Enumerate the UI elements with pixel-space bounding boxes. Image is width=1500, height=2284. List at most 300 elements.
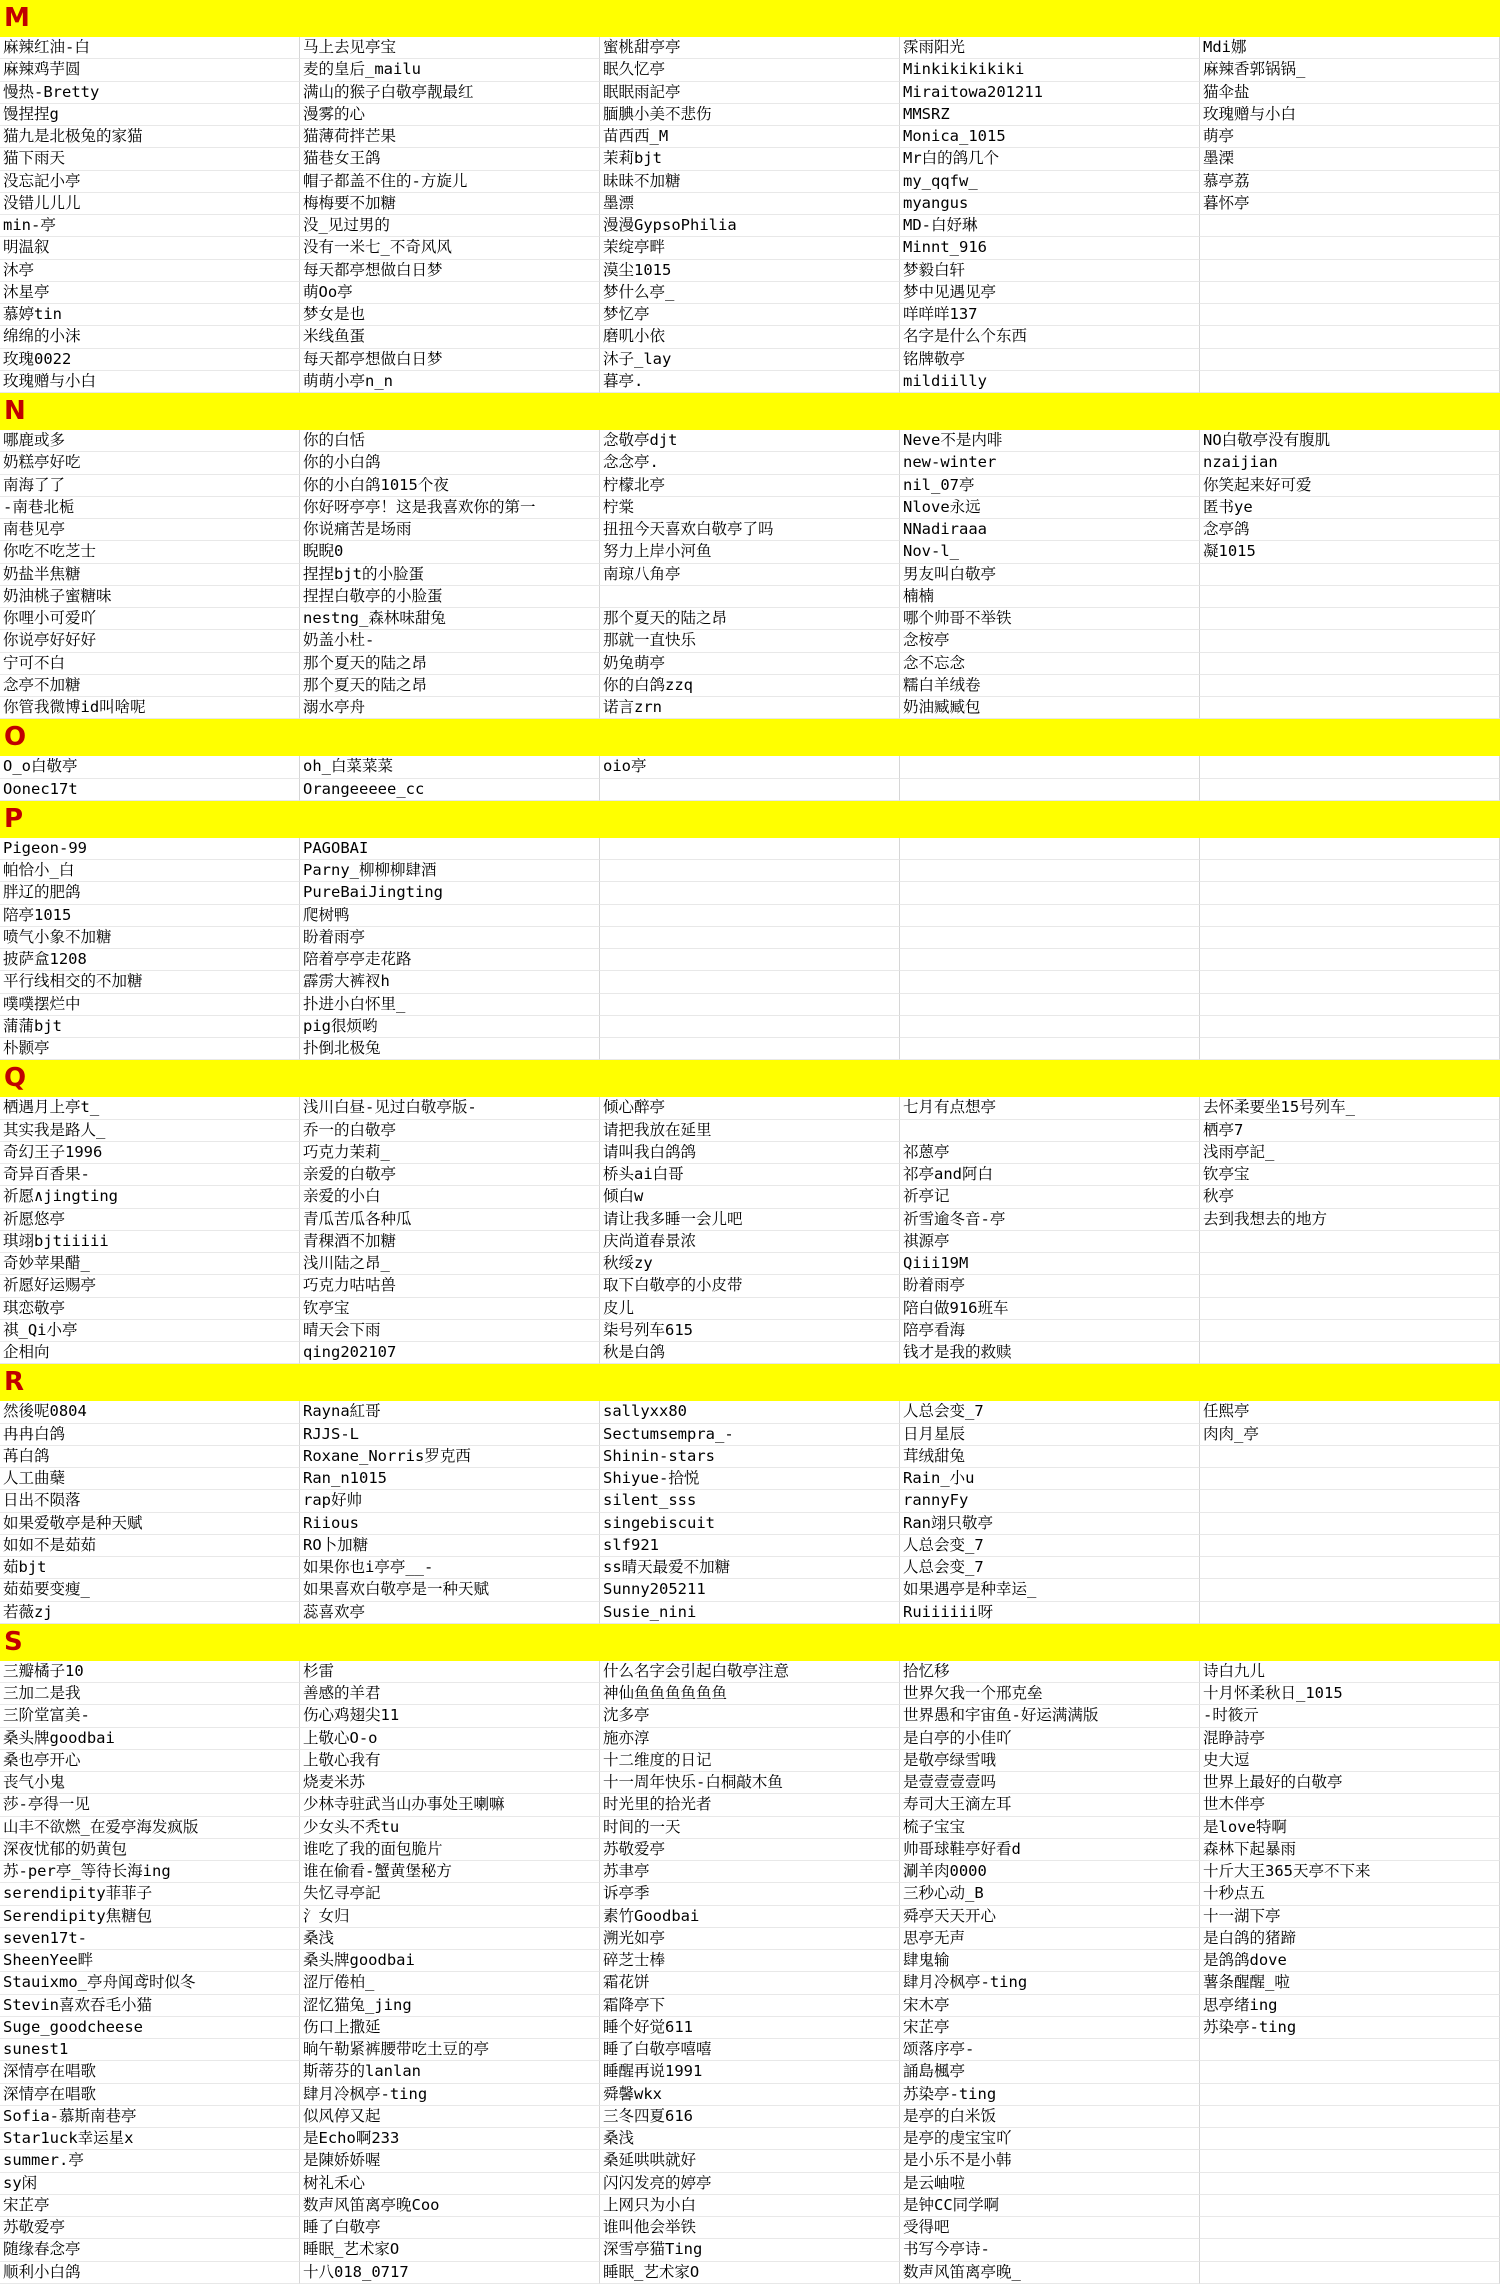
table-cell[interactable]: Parny_柳柳柳肆酒 xyxy=(300,860,600,882)
table-cell[interactable]: 三阶堂富美- xyxy=(0,1705,300,1727)
table-cell[interactable] xyxy=(1200,349,1500,371)
table-cell[interactable]: 祺_Qi小亭 xyxy=(0,1320,300,1342)
table-cell[interactable]: 亲爱的白敬亭 xyxy=(300,1164,600,1186)
table-cell[interactable]: sunest1 xyxy=(0,2039,300,2061)
table-cell[interactable]: sy闲 xyxy=(0,2173,300,2195)
table-cell[interactable] xyxy=(1200,1513,1500,1535)
table-cell[interactable]: 茹bjt xyxy=(0,1557,300,1579)
table-cell[interactable]: 祈愿∧jingting xyxy=(0,1186,300,1208)
table-cell[interactable]: 你的小白鸽 xyxy=(300,452,600,474)
table-cell[interactable]: 每天都亭想做白日梦 xyxy=(300,349,600,371)
table-cell[interactable] xyxy=(1200,2262,1500,2284)
table-cell[interactable] xyxy=(1200,1231,1500,1253)
table-cell[interactable]: 桑浅 xyxy=(300,1928,600,1950)
table-cell[interactable]: 深情亭在唱歌 xyxy=(0,2061,300,2083)
table-cell[interactable]: 肆月冷枫亭-ting xyxy=(900,1972,1200,1994)
table-cell[interactable]: 帽子都盖不住的-方旋儿 xyxy=(300,171,600,193)
table-cell[interactable]: 念亭不加糖 xyxy=(0,675,300,697)
table-cell[interactable]: 那个夏天的陆之昂 xyxy=(300,675,600,697)
table-cell[interactable] xyxy=(1200,2061,1500,2083)
table-cell[interactable]: oh_白菜菜菜 xyxy=(300,756,600,778)
table-cell[interactable]: 茹茹要变瘦_ xyxy=(0,1579,300,1601)
table-cell[interactable]: 没忘記小亭 xyxy=(0,171,300,193)
table-cell[interactable]: 萌亭 xyxy=(1200,126,1500,148)
table-cell[interactable]: Pigeon-99 xyxy=(0,838,300,860)
table-cell[interactable] xyxy=(1200,2195,1500,2217)
table-cell[interactable]: Susie_nini xyxy=(600,1602,900,1624)
table-cell[interactable]: 墨漂 xyxy=(600,193,900,215)
table-cell[interactable]: 书写今亭诗- xyxy=(900,2239,1200,2261)
table-cell[interactable] xyxy=(1200,608,1500,630)
table-cell[interactable]: Miraitowa201211 xyxy=(900,82,1200,104)
table-cell[interactable]: 那就一直快乐 xyxy=(600,630,900,652)
table-cell[interactable] xyxy=(1200,2150,1500,2172)
table-cell[interactable]: 涩忆猫兔_jing xyxy=(300,1995,600,2017)
table-cell[interactable]: 晴天会下雨 xyxy=(300,1320,600,1342)
table-cell[interactable]: RO卜加糖 xyxy=(300,1535,600,1557)
table-cell[interactable]: 莎-亭得一见 xyxy=(0,1794,300,1816)
table-cell[interactable]: 梦女是也 xyxy=(300,304,600,326)
table-cell[interactable] xyxy=(1200,2128,1500,2150)
table-cell[interactable] xyxy=(1200,1275,1500,1297)
table-cell[interactable] xyxy=(1200,1557,1500,1579)
table-cell[interactable]: singebiscuit xyxy=(600,1513,900,1535)
table-cell[interactable] xyxy=(900,756,1200,778)
table-cell[interactable] xyxy=(1200,653,1500,675)
table-cell[interactable]: 茸绒甜兔 xyxy=(900,1446,1200,1468)
table-cell[interactable]: 栖亭7 xyxy=(1200,1120,1500,1142)
table-cell[interactable]: 麻辣香郭锅锅_ xyxy=(1200,59,1500,81)
table-cell[interactable]: 陪着亭亭走花路 xyxy=(300,949,600,971)
table-cell[interactable]: 伤心鸡翅尖11 xyxy=(300,1705,600,1727)
table-cell[interactable]: 诺言zrn xyxy=(600,697,900,719)
table-cell[interactable]: 寿司大王滴左耳 xyxy=(900,1794,1200,1816)
table-cell[interactable]: 是钟CC同学啊 xyxy=(900,2195,1200,2217)
table-cell[interactable]: Rayna紅哥 xyxy=(300,1401,600,1423)
table-cell[interactable]: 南海了了 xyxy=(0,475,300,497)
table-cell[interactable]: 宁可不白 xyxy=(0,653,300,675)
table-cell[interactable]: rannyFy xyxy=(900,1490,1200,1512)
table-cell[interactable]: 萌萌小亭n_n xyxy=(300,371,600,393)
table-cell[interactable]: 盼着雨亭 xyxy=(300,927,600,949)
table-cell[interactable]: 数声风笛离亭晚_ xyxy=(900,2262,1200,2284)
table-cell[interactable]: 日出不陨落 xyxy=(0,1490,300,1512)
table-cell[interactable]: 誦島楓亭 xyxy=(900,2061,1200,2083)
table-cell[interactable]: 没错儿儿儿 xyxy=(0,193,300,215)
table-cell[interactable] xyxy=(1200,215,1500,237)
table-cell[interactable] xyxy=(1200,630,1500,652)
table-cell[interactable]: 诗白九儿 xyxy=(1200,1661,1500,1683)
table-cell[interactable]: MD-白妤琳 xyxy=(900,215,1200,237)
table-cell[interactable] xyxy=(600,994,900,1016)
table-cell[interactable] xyxy=(1200,326,1500,348)
table-cell[interactable]: 树礼禾心 xyxy=(300,2173,600,2195)
table-cell[interactable]: 蒲蒲bjt xyxy=(0,1016,300,1038)
table-cell[interactable]: -时筱亓 xyxy=(1200,1705,1500,1727)
table-cell[interactable]: 你说亭好好好 xyxy=(0,630,300,652)
table-cell[interactable]: 米线鱼蛋 xyxy=(300,326,600,348)
table-cell[interactable]: RJJS-L xyxy=(300,1424,600,1446)
table-cell[interactable]: 蕊喜欢亭 xyxy=(300,1602,600,1624)
table-cell[interactable]: 人总会变_7 xyxy=(900,1535,1200,1557)
table-cell[interactable]: Sectumsempra_- xyxy=(600,1424,900,1446)
table-cell[interactable]: 桑也亭开心 xyxy=(0,1750,300,1772)
table-cell[interactable]: 昧昧不加糖 xyxy=(600,171,900,193)
table-cell[interactable]: 是云岫啦 xyxy=(900,2173,1200,2195)
table-cell[interactable]: 是Echo啊233 xyxy=(300,2128,600,2150)
table-cell[interactable]: 苗西西_M xyxy=(600,126,900,148)
table-cell[interactable]: 梦什么亭_ xyxy=(600,282,900,304)
table-cell[interactable]: 你吃不吃芝士 xyxy=(0,541,300,563)
table-cell[interactable] xyxy=(1200,1579,1500,1601)
table-cell[interactable]: 是陳娇娇喔 xyxy=(300,2150,600,2172)
table-cell[interactable]: 三秒心动_B xyxy=(900,1883,1200,1905)
table-cell[interactable] xyxy=(900,1038,1200,1060)
table-cell[interactable] xyxy=(900,971,1200,993)
table-cell[interactable] xyxy=(1200,1468,1500,1490)
table-cell[interactable]: 桥头ai白哥 xyxy=(600,1164,900,1186)
table-cell[interactable]: 青稞酒不加糖 xyxy=(300,1231,600,1253)
table-cell[interactable]: 杉雷 xyxy=(300,1661,600,1683)
table-cell[interactable]: 上敬心我有 xyxy=(300,1750,600,1772)
table-cell[interactable]: 玫瑰赠与小白 xyxy=(0,371,300,393)
table-cell[interactable]: 祈愿悠亭 xyxy=(0,1209,300,1231)
table-cell[interactable]: 山丰不欲燃_在爱亭海发疯版 xyxy=(0,1817,300,1839)
table-cell[interactable]: 受得吧 xyxy=(900,2217,1200,2239)
table-cell[interactable]: 祈亭记 xyxy=(900,1186,1200,1208)
table-cell[interactable]: 拾忆移 xyxy=(900,1661,1200,1683)
table-cell[interactable]: PAGOBAI xyxy=(300,838,600,860)
table-cell[interactable]: 努力上岸小河鱼 xyxy=(600,541,900,563)
table-cell[interactable]: 沐子_lay xyxy=(600,349,900,371)
table-cell[interactable]: 肆月冷枫亭-ting xyxy=(300,2084,600,2106)
table-cell[interactable]: Rain_小u xyxy=(900,1468,1200,1490)
table-cell[interactable]: 帕恰小_白 xyxy=(0,860,300,882)
table-cell[interactable]: 肉肉_亭 xyxy=(1200,1424,1500,1446)
table-cell[interactable]: Stauixmo_亭舟闻鸢时似冬 xyxy=(0,1972,300,1994)
table-cell[interactable]: 上网只为小白 xyxy=(600,2195,900,2217)
table-cell[interactable]: 每天都亭想做白日梦 xyxy=(300,260,600,282)
table-cell[interactable]: 爬树鸭 xyxy=(300,905,600,927)
table-cell[interactable]: 睡醒再说1991 xyxy=(600,2061,900,2083)
table-cell[interactable] xyxy=(1200,756,1500,778)
table-cell[interactable]: 宋芷亭 xyxy=(900,2017,1200,2039)
table-cell[interactable]: Monica_1015 xyxy=(900,126,1200,148)
table-cell[interactable]: 慕婷tin xyxy=(0,304,300,326)
table-cell[interactable]: Shiyue-拾悦 xyxy=(600,1468,900,1490)
table-cell[interactable]: 捏捏白敬亭的小脸蛋 xyxy=(300,586,600,608)
table-cell[interactable]: 马上去见亭宝 xyxy=(300,37,600,59)
table-cell[interactable]: 什么名字会引起白敬亭注意 xyxy=(600,1661,900,1683)
table-cell[interactable]: my_qqfw_ xyxy=(900,171,1200,193)
table-cell[interactable]: 咩咩咩137 xyxy=(900,304,1200,326)
table-cell[interactable]: 亲爱的小白 xyxy=(300,1186,600,1208)
table-cell[interactable] xyxy=(1200,905,1500,927)
table-cell[interactable] xyxy=(900,994,1200,1016)
table-cell[interactable]: 然後呢0804 xyxy=(0,1401,300,1423)
table-cell[interactable]: 萌Oo亭 xyxy=(300,282,600,304)
table-cell[interactable]: Serendipity焦糖包 xyxy=(0,1906,300,1928)
table-cell[interactable]: 奶油桃子蜜糖味 xyxy=(0,586,300,608)
table-cell[interactable]: 馒捏捏g xyxy=(0,104,300,126)
table-cell[interactable] xyxy=(1200,1016,1500,1038)
table-cell[interactable]: 苏染亭-ting xyxy=(900,2084,1200,2106)
table-cell[interactable]: 奶糕亭好吃 xyxy=(0,452,300,474)
table-cell[interactable]: 数声风笛离亭晚Coo xyxy=(300,2195,600,2217)
table-cell[interactable] xyxy=(1200,882,1500,904)
table-cell[interactable] xyxy=(1200,586,1500,608)
table-cell[interactable]: 哪鹿或多 xyxy=(0,430,300,452)
table-cell[interactable]: Riious xyxy=(300,1513,600,1535)
table-cell[interactable]: pig很烦哟 xyxy=(300,1016,600,1038)
table-cell[interactable]: 扑进小白怀里_ xyxy=(300,994,600,1016)
table-cell[interactable]: 是亭的虔宝宝吖 xyxy=(900,2128,1200,2150)
table-cell[interactable]: 是亭的白米饭 xyxy=(900,2106,1200,2128)
table-cell[interactable]: summer.亭 xyxy=(0,2150,300,2172)
table-cell[interactable]: 霂雨阳光 xyxy=(900,37,1200,59)
table-cell[interactable]: 睡眠_艺术家O xyxy=(600,2262,900,2284)
table-cell[interactable]: NO白敬亭没有腹肌 xyxy=(1200,430,1500,452)
table-cell[interactable] xyxy=(900,949,1200,971)
table-cell[interactable]: 森林下起暴雨 xyxy=(1200,1839,1500,1861)
table-cell[interactable]: 茉绽亭畔 xyxy=(600,237,900,259)
table-cell[interactable]: 你的白恬 xyxy=(300,430,600,452)
table-cell[interactable] xyxy=(900,838,1200,860)
table-cell[interactable]: 谁吃了我的面包脆片 xyxy=(300,1839,600,1861)
table-cell[interactable]: 奶盖小杜- xyxy=(300,630,600,652)
table-cell[interactable]: 祁蒽亭 xyxy=(900,1142,1200,1164)
table-cell[interactable]: 其实我是路人_ xyxy=(0,1120,300,1142)
table-cell[interactable]: oio亭 xyxy=(600,756,900,778)
table-cell[interactable]: 琪恋敬亭 xyxy=(0,1298,300,1320)
table-cell[interactable]: 苏敬爱亭 xyxy=(0,2217,300,2239)
table-cell[interactable]: 朴颢亭 xyxy=(0,1038,300,1060)
table-cell[interactable]: 世界欠我一个邢克垒 xyxy=(900,1683,1200,1705)
table-cell[interactable]: mildiilly xyxy=(900,371,1200,393)
table-cell[interactable]: 猫下雨天 xyxy=(0,148,300,170)
table-cell[interactable]: 碎芝士棒 xyxy=(600,1950,900,1972)
table-cell[interactable]: 梳子宝宝 xyxy=(900,1817,1200,1839)
table-cell[interactable]: 谁在偷看-蟹黄堡秘方 xyxy=(300,1861,600,1883)
table-cell[interactable] xyxy=(1200,564,1500,586)
table-cell[interactable]: 祺源亭 xyxy=(900,1231,1200,1253)
table-cell[interactable]: 深情亭在唱歌 xyxy=(0,2084,300,2106)
table-cell[interactable]: 日月星辰 xyxy=(900,1424,1200,1446)
table-cell[interactable]: 秋亭 xyxy=(1200,1186,1500,1208)
table-cell[interactable]: 磨叽小依 xyxy=(600,326,900,348)
table-cell[interactable] xyxy=(1200,838,1500,860)
table-cell[interactable]: 是白鸽的猪蹄 xyxy=(1200,1928,1500,1950)
table-cell[interactable]: 奇异百香果- xyxy=(0,1164,300,1186)
table-cell[interactable]: 桑头牌goodbai xyxy=(300,1950,600,1972)
table-cell[interactable] xyxy=(1200,2106,1500,2128)
table-cell[interactable]: 十八018_0717 xyxy=(300,2262,600,2284)
table-cell[interactable]: 你的白鸽zzq xyxy=(600,675,900,697)
table-cell[interactable]: 钦亭宝 xyxy=(300,1298,600,1320)
table-cell[interactable] xyxy=(1200,1038,1500,1060)
table-cell[interactable]: Nov-l_ xyxy=(900,541,1200,563)
table-cell[interactable]: 时间的一天 xyxy=(600,1817,900,1839)
table-cell[interactable]: 你说痛苦是场雨 xyxy=(300,519,600,541)
table-cell[interactable]: SheenYee畔 xyxy=(0,1950,300,1972)
table-cell[interactable]: 墨溧 xyxy=(1200,148,1500,170)
table-cell[interactable]: 眠眠雨記亭 xyxy=(600,82,900,104)
table-cell[interactable]: 随缘春念亭 xyxy=(0,2239,300,2261)
table-cell[interactable]: 梦忆亭 xyxy=(600,304,900,326)
table-cell[interactable]: 皮儿 xyxy=(600,1298,900,1320)
table-cell[interactable]: 是love特啊 xyxy=(1200,1817,1500,1839)
table-cell[interactable]: 玫瑰赠与小白 xyxy=(1200,104,1500,126)
table-cell[interactable]: Qiii19M xyxy=(900,1253,1200,1275)
table-cell[interactable]: 如果爱敬亭是种天赋 xyxy=(0,1513,300,1535)
table-cell[interactable]: 麻辣红油-白 xyxy=(0,37,300,59)
table-cell[interactable]: 三冬四夏616 xyxy=(600,2106,900,2128)
table-cell[interactable]: 十二维度的日记 xyxy=(600,1750,900,1772)
table-cell[interactable]: 庆尚道春景浓 xyxy=(600,1231,900,1253)
table-cell[interactable]: 扑倒北极兔 xyxy=(300,1038,600,1060)
table-cell[interactable]: 麦的皇后_mailu xyxy=(300,59,600,81)
table-cell[interactable]: 梦中见遇见亭 xyxy=(900,282,1200,304)
table-cell[interactable]: 倾白w xyxy=(600,1186,900,1208)
table-cell[interactable]: 十秒点五 xyxy=(1200,1883,1500,1905)
table-cell[interactable]: 陪白做916班车 xyxy=(900,1298,1200,1320)
table-cell[interactable]: 巧克力咕咕兽 xyxy=(300,1275,600,1297)
table-cell[interactable]: 念敬亭djt xyxy=(600,430,900,452)
table-cell[interactable] xyxy=(1200,1342,1500,1364)
table-cell[interactable]: 史大逗 xyxy=(1200,1750,1500,1772)
table-cell[interactable]: 世界愚和宇宙鱼-好运满满版 xyxy=(900,1705,1200,1727)
table-cell[interactable]: 企相向 xyxy=(0,1342,300,1364)
table-cell[interactable]: 奇妙苹果醋_ xyxy=(0,1253,300,1275)
table-cell[interactable]: 请让我多睡一会儿吧 xyxy=(600,1209,900,1231)
table-cell[interactable]: 人总会变_7 xyxy=(900,1401,1200,1423)
table-cell[interactable]: 世木伴亭 xyxy=(1200,1794,1500,1816)
table-cell[interactable]: 思亭无声 xyxy=(900,1928,1200,1950)
table-cell[interactable] xyxy=(600,1016,900,1038)
table-cell[interactable]: nestng_森林味甜兔 xyxy=(300,608,600,630)
table-cell[interactable] xyxy=(1200,282,1500,304)
table-cell[interactable] xyxy=(600,882,900,904)
table-cell[interactable]: Minnt_916 xyxy=(900,237,1200,259)
table-cell[interactable]: 哪个帅哥不举铁 xyxy=(900,608,1200,630)
table-cell[interactable]: min-亭 xyxy=(0,215,300,237)
table-cell[interactable]: NNadiraaa xyxy=(900,519,1200,541)
table-cell[interactable]: 谁叫他会举铁 xyxy=(600,2217,900,2239)
table-cell[interactable]: 桑延哄哄就好 xyxy=(600,2150,900,2172)
table-cell[interactable] xyxy=(1200,1253,1500,1275)
table-cell[interactable]: 七月有点想亭 xyxy=(900,1097,1200,1119)
table-cell[interactable]: Ran翊只敬亭 xyxy=(900,1513,1200,1535)
table-cell[interactable]: rap好帅 xyxy=(300,1490,600,1512)
table-cell[interactable]: 舜馨wkx xyxy=(600,2084,900,2106)
table-cell[interactable]: 南巷见亭 xyxy=(0,519,300,541)
table-cell[interactable] xyxy=(600,860,900,882)
table-cell[interactable]: 氵女归 xyxy=(300,1906,600,1928)
table-cell[interactable]: 柠棠 xyxy=(600,497,900,519)
table-cell[interactable]: 漫雾的心 xyxy=(300,104,600,126)
table-cell[interactable]: slf921 xyxy=(600,1535,900,1557)
table-cell[interactable]: 绵绵的小沫 xyxy=(0,326,300,348)
table-cell[interactable]: 睡了白敬亭嘻嘻 xyxy=(600,2039,900,2061)
table-cell[interactable] xyxy=(900,1016,1200,1038)
table-cell[interactable]: 肆鬼输 xyxy=(900,1950,1200,1972)
table-cell[interactable]: 秋绥zy xyxy=(600,1253,900,1275)
table-cell[interactable]: 桑头牌goodbai xyxy=(0,1728,300,1750)
table-cell[interactable]: 噗噗摆烂中 xyxy=(0,994,300,1016)
table-cell[interactable] xyxy=(1200,697,1500,719)
table-cell[interactable]: 奶兔萌亭 xyxy=(600,653,900,675)
table-cell[interactable]: 平行线相交的不加糖 xyxy=(0,971,300,993)
table-cell[interactable]: Sofia-慕斯南巷亭 xyxy=(0,2106,300,2128)
table-cell[interactable] xyxy=(600,1038,900,1060)
table-cell[interactable]: Orangeeeee_cc xyxy=(300,779,600,801)
table-cell[interactable] xyxy=(1200,237,1500,259)
table-cell[interactable]: Shinin-stars xyxy=(600,1446,900,1468)
table-cell[interactable]: 去怀柔要坐15号列车_ xyxy=(1200,1097,1500,1119)
table-cell[interactable]: 铭牌敬亭 xyxy=(900,349,1200,371)
table-cell[interactable]: 若薇zj xyxy=(0,1602,300,1624)
table-cell[interactable]: 是小乐不是小韩 xyxy=(900,2150,1200,2172)
table-cell[interactable]: 如如不是茹茹 xyxy=(0,1535,300,1557)
table-cell[interactable]: 沈多亭 xyxy=(600,1705,900,1727)
table-cell[interactable]: 是壹壹壹壹吗 xyxy=(900,1772,1200,1794)
table-cell[interactable]: 霹雳大裤衩h xyxy=(300,971,600,993)
table-cell[interactable]: serendipity菲菲子 xyxy=(0,1883,300,1905)
table-cell[interactable] xyxy=(1200,927,1500,949)
table-cell[interactable]: 薯条醒醒_啦 xyxy=(1200,1972,1500,1994)
table-cell[interactable]: 念桉亭 xyxy=(900,630,1200,652)
table-cell[interactable]: silent_sss xyxy=(600,1490,900,1512)
table-cell[interactable]: Nlove永远 xyxy=(900,497,1200,519)
table-cell[interactable]: myangus xyxy=(900,193,1200,215)
table-cell[interactable]: 浅川白昼-见过白敬亭版- xyxy=(300,1097,600,1119)
table-cell[interactable]: 玫瑰0022 xyxy=(0,349,300,371)
table-cell[interactable]: 念不忘念 xyxy=(900,653,1200,675)
table-cell[interactable]: 猫薄荷拌芒果 xyxy=(300,126,600,148)
table-cell[interactable]: 那个夏天的陆之昂 xyxy=(600,608,900,630)
table-cell[interactable]: 猫九是北极兔的家猫 xyxy=(0,126,300,148)
table-cell[interactable] xyxy=(1200,1602,1500,1624)
table-cell[interactable]: 时光里的拾光者 xyxy=(600,1794,900,1816)
table-cell[interactable]: nil_07亭 xyxy=(900,475,1200,497)
table-cell[interactable]: 帅哥球鞋亭好看d xyxy=(900,1839,1200,1861)
table-cell[interactable]: 巧克力茉莉_ xyxy=(300,1142,600,1164)
table-cell[interactable] xyxy=(1200,1446,1500,1468)
table-cell[interactable]: 钱才是我的救赎 xyxy=(900,1342,1200,1364)
table-cell[interactable]: 钦亭宝 xyxy=(1200,1164,1500,1186)
table-cell[interactable]: 腼腆小美不悲伤 xyxy=(600,104,900,126)
table-cell[interactable]: nzaijian xyxy=(1200,452,1500,474)
table-cell[interactable]: 披萨盒1208 xyxy=(0,949,300,971)
table-cell[interactable]: 盼着雨亭 xyxy=(900,1275,1200,1297)
table-cell[interactable]: 任熙亭 xyxy=(1200,1401,1500,1423)
table-cell[interactable]: 伤口上撒延 xyxy=(300,2017,600,2039)
table-cell[interactable]: 苏染亭-ting xyxy=(1200,2017,1500,2039)
table-cell[interactable] xyxy=(1200,304,1500,326)
table-cell[interactable]: 请把我放在延里 xyxy=(600,1120,900,1142)
table-cell[interactable]: 桑浅 xyxy=(600,2128,900,2150)
table-cell[interactable]: 睡眠_艺术家O xyxy=(300,2239,600,2261)
table-cell[interactable]: PureBaiJingting xyxy=(300,882,600,904)
table-cell[interactable]: sallyxx80 xyxy=(600,1401,900,1423)
table-cell[interactable] xyxy=(1200,260,1500,282)
table-cell[interactable]: -南巷北栀 xyxy=(0,497,300,519)
table-cell[interactable]: 糯白羊绒卷 xyxy=(900,675,1200,697)
table-cell[interactable]: 如果你也i亭亭__- xyxy=(300,1557,600,1579)
table-cell[interactable]: 你笑起来好可爱 xyxy=(1200,475,1500,497)
table-cell[interactable]: 楠楠 xyxy=(900,586,1200,608)
table-cell[interactable]: 名字是什么个东西 xyxy=(900,326,1200,348)
